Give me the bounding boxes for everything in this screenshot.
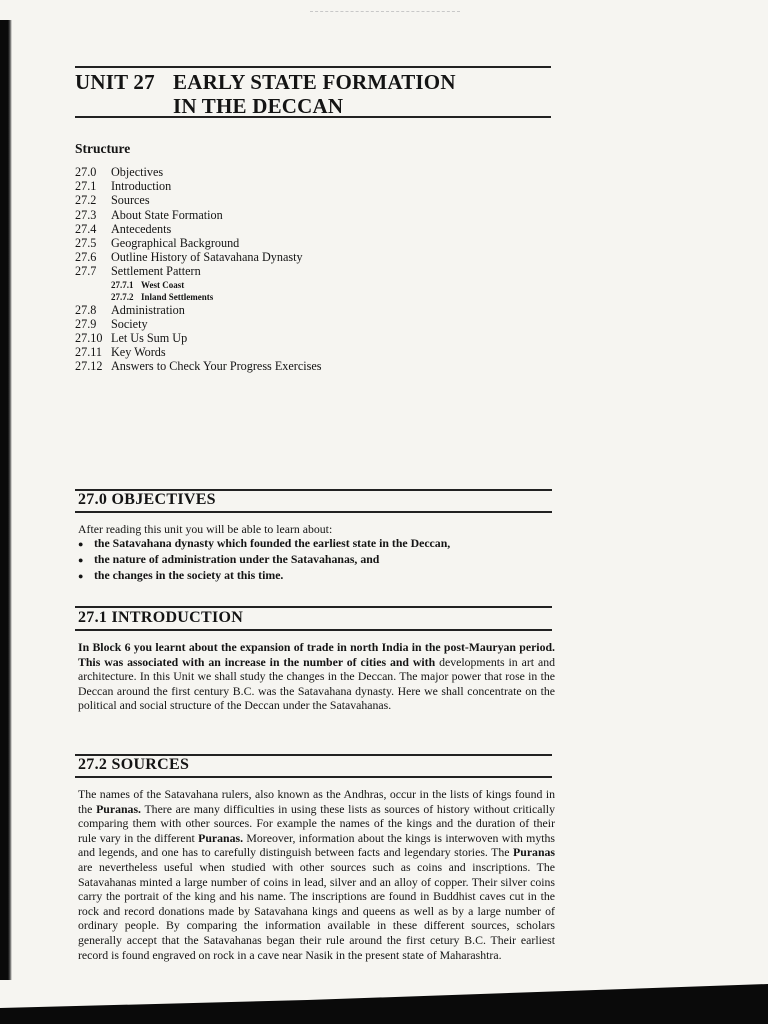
objectives-bottom-rule — [75, 511, 552, 513]
structure-list — [75, 165, 322, 374]
toc-subitem: 27.7.1 West Coast — [111, 279, 185, 290]
objective-item: ● the changes in the society at this time. — [78, 568, 450, 584]
toc-item: 27.0 Objectives — [75, 165, 164, 179]
toc-item: 27.1 Introduction — [75, 179, 172, 194]
objectives-list — [78, 536, 450, 584]
scan-bottom-edge — [0, 984, 768, 1024]
toc-item: 27.5 Geographical Background — [75, 236, 240, 251]
title-line-1: EARLY STATE FORMATION — [173, 70, 456, 94]
toc-item: 27.2 Sources — [75, 193, 150, 208]
objective-item: ● the Satavahana dynasty which founded the earliest state in the Deccan, — [78, 536, 450, 552]
objectives-heading: 27.0 OBJECTIVES — [78, 491, 216, 508]
structure-heading: Structure — [75, 141, 131, 156]
toc-item: 27.11 Key Words — [75, 345, 166, 360]
introduction-bottom-rule — [75, 629, 552, 631]
title-line-2: IN THE DECCAN — [173, 94, 344, 118]
sources-heading: 27.2 SOURCES — [78, 756, 190, 773]
sources-bottom-rule — [75, 776, 552, 778]
title-bottom-rule — [75, 116, 551, 118]
introduction-top-rule — [75, 606, 552, 608]
title-top-rule — [75, 66, 551, 68]
scan-top-mark — [310, 11, 460, 12]
toc-item: 27.10 Let Us Sum Up — [75, 331, 188, 346]
unit-title — [75, 70, 456, 118]
toc-item: 27.6 Outline History of Satavahana Dynasty — [75, 250, 303, 265]
toc-item: 27.12 Answers to Check Your Progress Exercises — [75, 359, 322, 374]
toc-item: 27.4 Antecedents — [75, 221, 172, 236]
toc-item: 27.9 Society — [75, 316, 148, 331]
toc-item: 27.7 Settlement Pattern — [75, 264, 201, 279]
sources-paragraph: The names of the Satavahana rulers, also known as the Andhras, occur in the lists of kings found in the Puranas. There are many difficulties in using these lists as sources of history without critically comparing them with other sources. For example the names of the kings and the duration of their rule vary in the different Puranas. Moreover, information about the kings is interwoven with myths and legends, and one has to carefully distinguish between facts and legendary stories. The Puranas are nevertheless useful when studied with other sources such as coins and inscriptions. The Satavahanas minted a large number of coins in lead, silver and an alloy of copper. Their silver coins carry the portrait of the king and his name. The inscriptions are found in Buddhist caves cut in the rock and record donations made by Satavahana kings and queens as well as by a large number of ordinary people. By comparing the information available in these different sources, scholars generally accept that the Satavahanas began their rule around the first cetury B.C. Their earliest record is found engraved on rock in a cave near Nasik in the present state of Maharashtra. — [78, 787, 555, 962]
objective-item: ● the nature of administration under the Satavahanas, and — [78, 552, 450, 568]
objectives-intro: After reading this unit you will be able to learn about: — [78, 522, 333, 536]
scan-left-edge — [0, 20, 12, 980]
toc-item: 27.8 Administration — [75, 302, 185, 317]
introduction-rest: developments in art and architecture. In this Unit we shall study the changes in the Deccan. The major power that rose in the Deccan around the first century B.C. was the Satavahana dynasty. Here we shall concentrate on the political and social structure of the Deccan under the Satavahanas. — [78, 654, 555, 713]
unit-label: UNIT 27 — [75, 70, 155, 94]
toc-subitem: 27.7.2 Inland Settlements — [111, 291, 214, 302]
introduction-paragraph — [78, 640, 555, 713]
toc-item: 27.3 About State Formation — [75, 207, 223, 222]
introduction-heading: 27.1 INTRODUCTION — [78, 609, 244, 626]
introduction-lead: In Block 6 you learnt about the expansion of trade in north India in the post-Mauryan period. This was associated with an increase in the number of cities and with — [78, 640, 555, 669]
